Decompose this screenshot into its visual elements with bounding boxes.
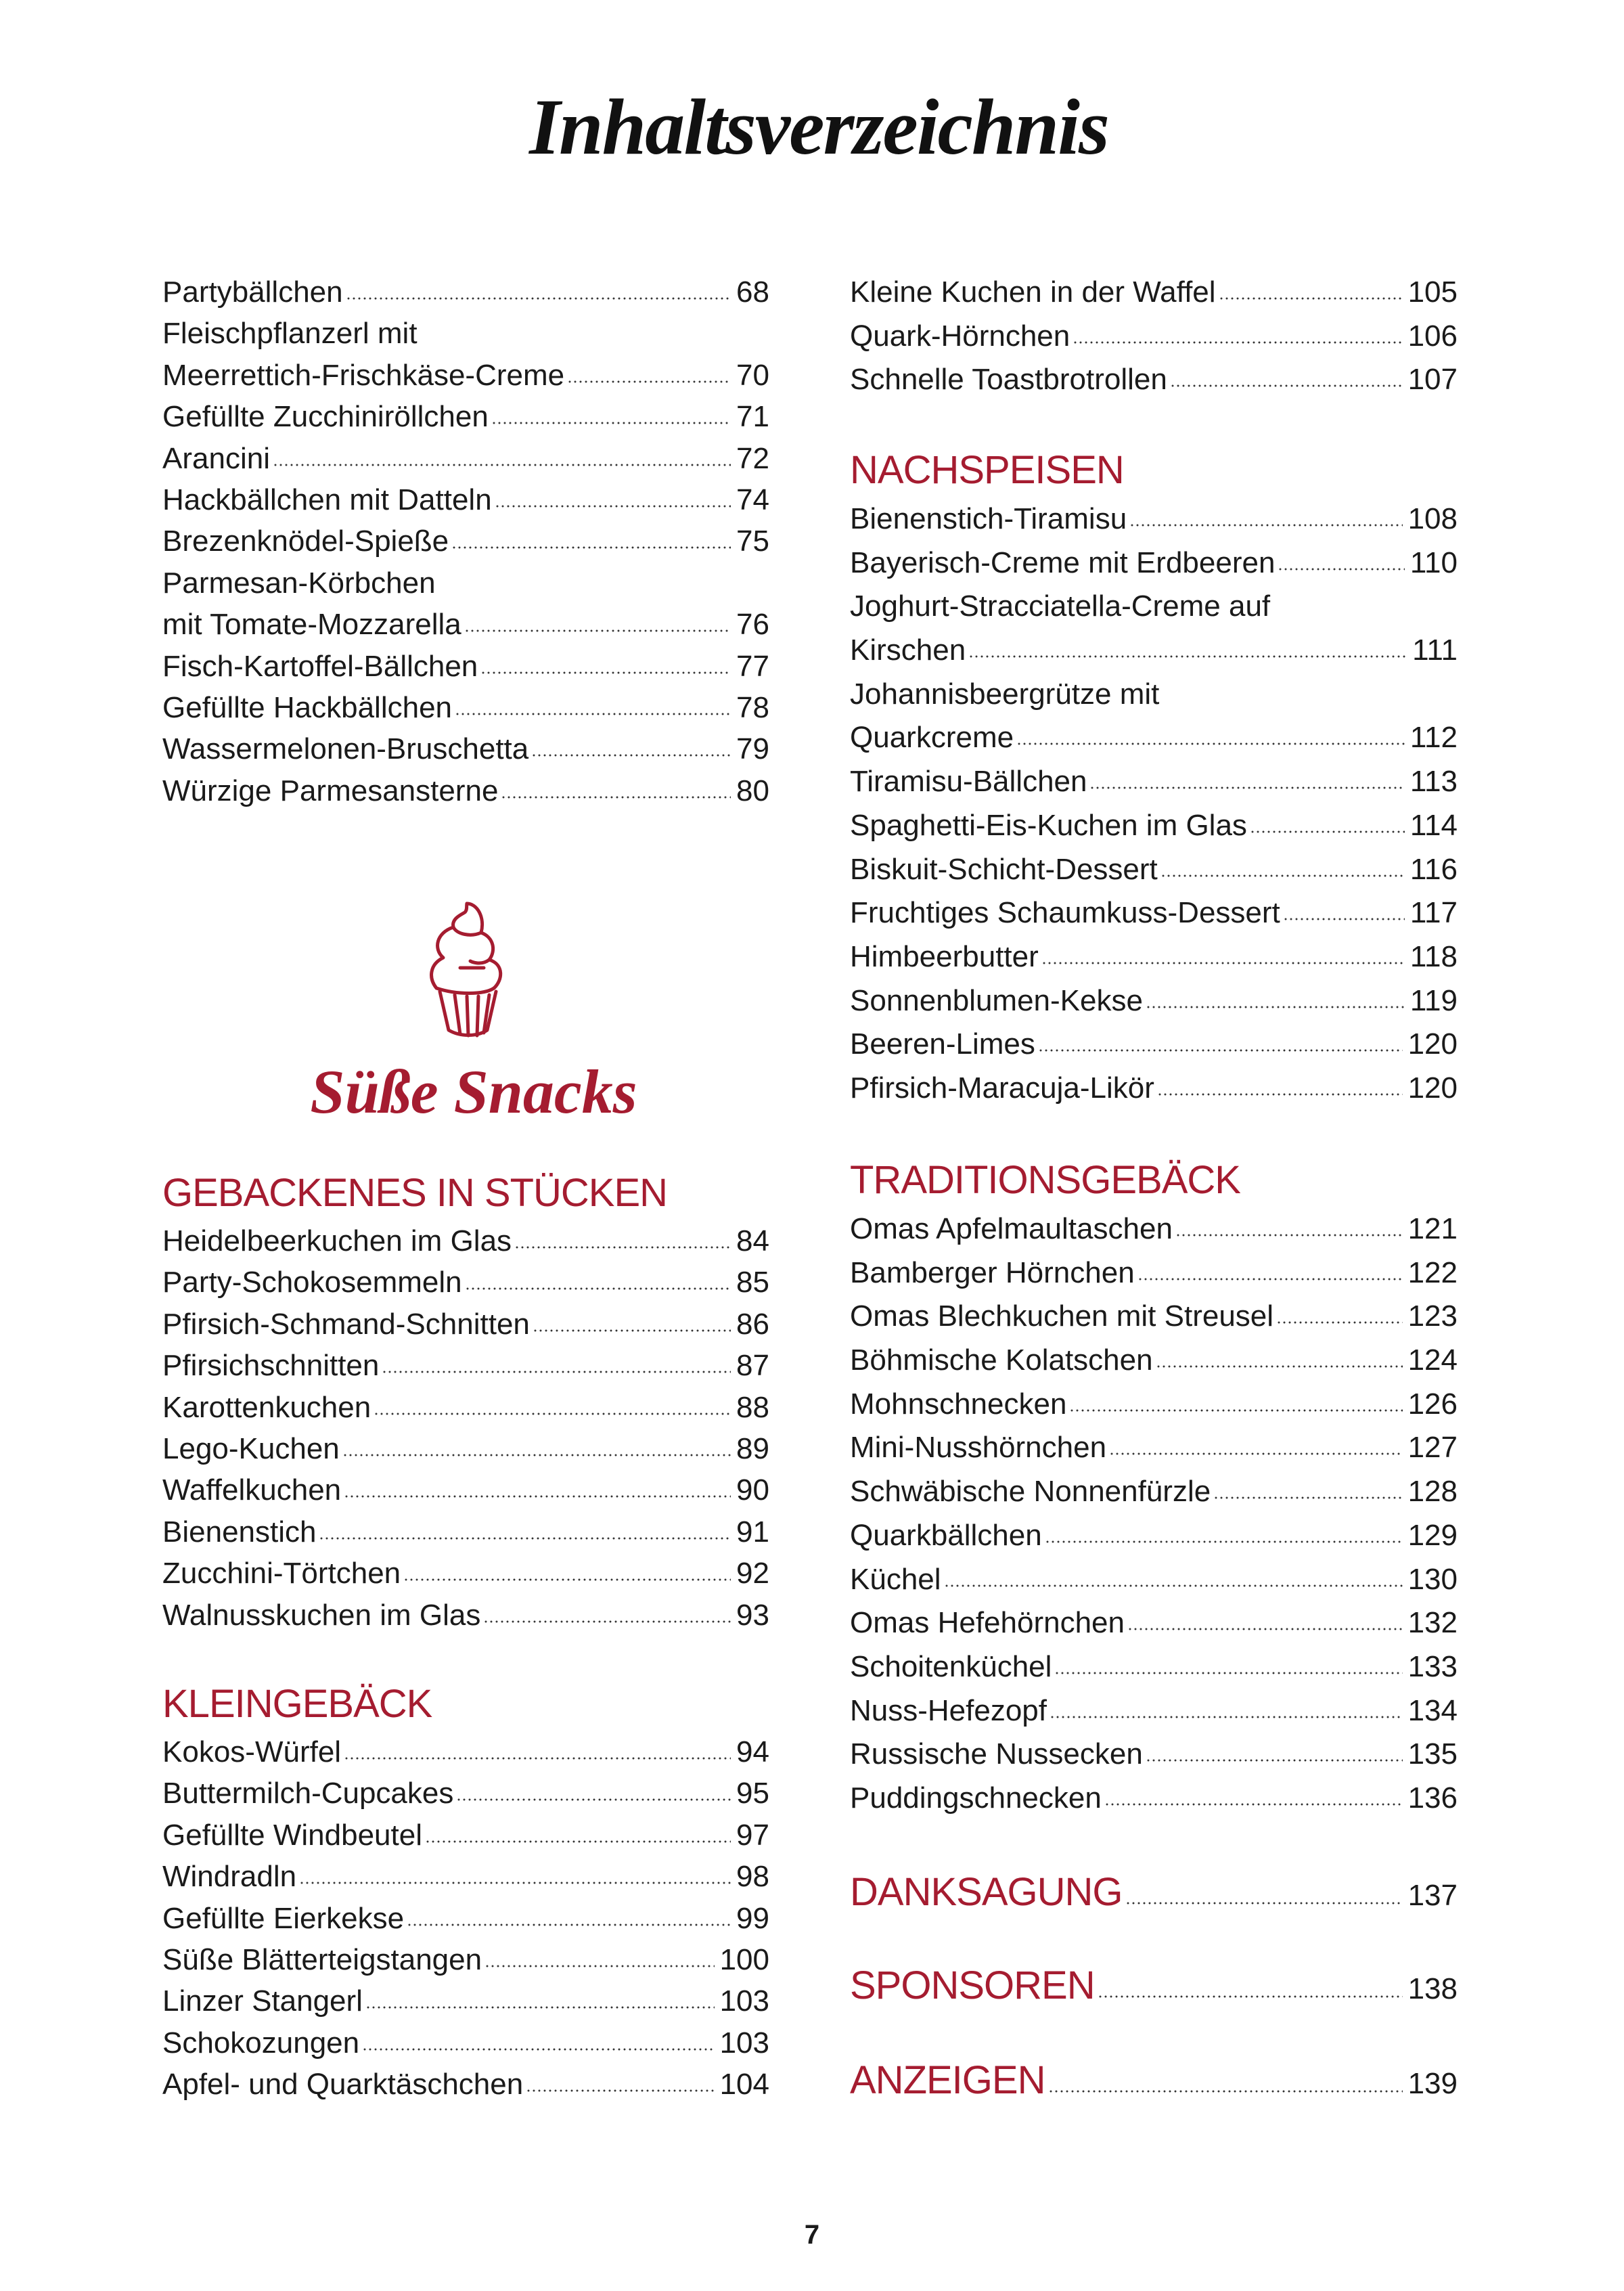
entry-title: Arancini [162, 441, 270, 475]
page-ref: 114 [1409, 808, 1458, 842]
section-heading: KLEINGEBÄCK [162, 1682, 432, 1726]
dot-leader [1073, 340, 1402, 344]
entry-list [162, 1731, 769, 2106]
toc-entry[interactable] [850, 716, 1458, 760]
entry-title: Linzer Stangerl [162, 1984, 363, 2018]
dot-leader [1098, 1995, 1403, 1999]
page-ref: 87 [736, 1349, 769, 1383]
dot-leader [1041, 961, 1405, 965]
dot-leader [1045, 1540, 1403, 1544]
entry-title: Pfirsich-Schmand-Schnitten [162, 1307, 530, 1341]
entry-title: Omas Hefehörnchen [850, 1606, 1125, 1640]
dot-leader [1156, 1364, 1403, 1369]
entry-title: Quark-Hörnchen [850, 319, 1070, 353]
entry-title: Wassermelonen-Bruschetta [162, 732, 529, 766]
dot-leader [455, 712, 731, 716]
toc-entry[interactable] [850, 1514, 1458, 1558]
section-traditionsgebaeck [850, 1153, 1458, 1821]
page-ref: 130 [1407, 1562, 1458, 1596]
dot-leader [1109, 1452, 1403, 1456]
toc-entry[interactable] [162, 355, 769, 396]
toc-entry[interactable] [850, 804, 1458, 848]
entry-title: Buttermilch-Cupcakes [162, 1777, 454, 1810]
toc-entry[interactable] [850, 1733, 1458, 1777]
entry-title: Bayerisch-Creme mit Erdbeeren [850, 546, 1276, 579]
entry-title: Böhmische Kolatschen [850, 1343, 1153, 1377]
entry-list [850, 497, 1458, 1111]
dot-leader [1016, 742, 1405, 746]
dot-leader [465, 1287, 731, 1291]
dot-leader [319, 1536, 731, 1540]
page-ref: 89 [736, 1431, 769, 1465]
entry-title: Würzige Parmesansterne [162, 774, 499, 807]
page-ref: 105 [1407, 275, 1458, 309]
entry-list [162, 1220, 769, 1636]
entry-title: Mohnschnecken [850, 1387, 1067, 1421]
toc-entry[interactable] [162, 1980, 769, 2022]
page-ref: 78 [736, 690, 769, 724]
page-ref: 106 [1407, 319, 1458, 353]
page-ref: 108 [1407, 502, 1458, 535]
entry-title: Lego-Kuchen [162, 1431, 340, 1465]
page-ref: 85 [736, 1266, 769, 1299]
entry-title: Bienenstich [162, 1515, 317, 1549]
entry-title: Mini-Nusshörnchen [850, 1431, 1107, 1465]
page-ref: 103 [719, 1984, 769, 2018]
toc-entry-line [850, 673, 1458, 717]
entry-title: Quarkbällchen [850, 1518, 1042, 1552]
entry-title: Brezenknödel-Spieße [162, 525, 449, 558]
toc-entry[interactable] [850, 935, 1458, 979]
page-ref: 116 [1409, 852, 1458, 886]
page-ref: 132 [1407, 1606, 1458, 1640]
toc-entry[interactable] [850, 1470, 1458, 1514]
entry-title: Zucchini-Törtchen [162, 1557, 401, 1591]
toc-entry-line [850, 585, 1458, 629]
toc-entry[interactable] [162, 770, 769, 811]
dot-leader [1038, 1048, 1403, 1052]
toc-entry[interactable] [850, 1207, 1458, 1251]
page-ref: 70 [736, 358, 769, 392]
page-ref: 79 [736, 732, 769, 766]
dot-leader [1157, 1092, 1403, 1096]
page-ref: 113 [1409, 765, 1458, 799]
entry-title: Tiramisu-Bällchen [850, 765, 1087, 799]
section-kleingebaeck [162, 1677, 769, 2106]
toc-entry[interactable] [850, 271, 1458, 315]
toc-entry[interactable] [162, 271, 769, 313]
entry-title: Biskuit-Schicht-Dessert [850, 852, 1158, 886]
toc-entry[interactable] [850, 1689, 1458, 1733]
page-ref: 110 [1409, 546, 1458, 579]
page-ref: 121 [1407, 1212, 1458, 1245]
page-ref: 104 [719, 2068, 769, 2101]
dot-leader [451, 546, 731, 550]
dot-leader [299, 1881, 731, 1885]
toc-entry[interactable] [162, 1815, 769, 1856]
dot-leader [1050, 1715, 1403, 1719]
dot-leader [531, 753, 731, 757]
toc-entry[interactable] [850, 979, 1458, 1023]
page-ref: 68 [736, 275, 769, 309]
toc-entry[interactable] [162, 2064, 769, 2105]
entry-title: Küchel [850, 1562, 941, 1596]
section-heading: DANKSAGUNG [850, 1870, 1123, 1914]
dot-leader [1069, 1408, 1402, 1413]
toc-entry[interactable] [162, 2022, 769, 2064]
page-ref: 99 [736, 1901, 769, 1935]
page-ref: 72 [736, 441, 769, 475]
toc-entry-line [162, 313, 769, 354]
toc-entry[interactable] [162, 1595, 769, 1636]
toc-entry[interactable] [850, 1777, 1458, 1821]
entry-title: Gefüllte Hackbällchen [162, 690, 453, 724]
entry-title: Kokos-Würfel [162, 1735, 342, 1769]
page-ref: 95 [736, 1777, 769, 1810]
dot-leader [1089, 786, 1404, 790]
page-ref: 88 [736, 1390, 769, 1424]
entry-title: Nuss-Hefezopf [850, 1693, 1047, 1727]
toc-entry[interactable] [162, 687, 769, 728]
toc-entry-line [162, 562, 769, 604]
page-ref: 77 [736, 649, 769, 683]
toc-entry[interactable] [162, 728, 769, 770]
dot-leader [1213, 1496, 1402, 1500]
toc-entry[interactable] [850, 1645, 1458, 1689]
toc-entry[interactable] [850, 760, 1458, 804]
page-ref: 74 [736, 483, 769, 516]
page-ref: 76 [736, 608, 769, 642]
section-heading: SPONSOREN [850, 1963, 1095, 2007]
page-ref: 98 [736, 1860, 769, 1894]
entry-title: Schoitenküchel [850, 1649, 1052, 1683]
entry-title: Schnelle Toastbrotrollen [850, 363, 1167, 397]
dot-leader [273, 463, 731, 467]
entry-title: Hackbällchen mit Datteln [162, 483, 492, 516]
dot-leader [1283, 917, 1405, 921]
page-ref: 91 [736, 1515, 769, 1549]
entry-title: mit Tomate-Mozzarella [162, 608, 461, 642]
dot-leader [362, 2047, 714, 2051]
page-ref: 136 [1407, 1781, 1458, 1815]
toc-entry[interactable] [162, 520, 769, 562]
page-ref: 134 [1407, 1693, 1458, 1727]
dot-leader [1104, 1802, 1403, 1806]
entry-list [850, 1207, 1458, 1821]
dot-leader [1129, 523, 1402, 527]
dot-leader [968, 654, 1407, 659]
entry-title: Partybällchen [162, 275, 343, 309]
entry-title: Kirschen [850, 633, 966, 667]
entry-title: Russische Nussecken [850, 1737, 1143, 1771]
page-ref: 139 [1407, 2067, 1458, 2100]
toc-entry[interactable] [850, 541, 1458, 585]
page-ref: 117 [1409, 896, 1458, 930]
left-intro-list [162, 271, 769, 811]
toc-entry[interactable] [850, 1339, 1458, 1383]
page-ref: 86 [736, 1307, 769, 1341]
toc-entry[interactable] [850, 315, 1458, 359]
entry-title: Gefüllte Eierkekse [162, 1901, 405, 1935]
dot-leader [344, 1756, 731, 1760]
toc-entry[interactable] [850, 1251, 1458, 1295]
dot-leader [1175, 1233, 1403, 1237]
dot-leader [484, 1964, 715, 1968]
entry-title: Spaghetti-Eis-Kuchen im Glas [850, 808, 1247, 842]
dot-leader [346, 296, 731, 301]
entry-title: Omas Apfelmaultaschen [850, 1212, 1173, 1245]
entry-title: Bienenstich-Tiramisu [850, 502, 1127, 535]
page-ref: 118 [1409, 939, 1458, 973]
entry-title: Beeren-Limes [850, 1027, 1035, 1061]
page-title: Inhaltsverzeichnis [529, 83, 1108, 171]
entry-title: Fisch-Kartoffel-Bällchen [162, 649, 478, 683]
entry-title: Karottenkuchen [162, 1390, 371, 1424]
toc-entry[interactable] [162, 1898, 769, 1939]
page-ref: 97 [736, 1818, 769, 1852]
entry-title: Puddingschnecken [850, 1781, 1102, 1815]
dot-leader [344, 1494, 731, 1498]
section-heading: ANZEIGEN [850, 2058, 1045, 2102]
page-ref: 128 [1407, 1475, 1458, 1509]
page-ref: 122 [1407, 1255, 1458, 1289]
entry-title: Apfel- und Quarktäschchen [162, 2068, 524, 2101]
dot-leader [1146, 1758, 1403, 1762]
dot-leader [1170, 384, 1403, 388]
toc-entry[interactable] [162, 1304, 769, 1345]
toc-entry[interactable] [850, 848, 1458, 892]
toc-entry[interactable] [162, 1220, 769, 1262]
page-ref: 71 [736, 400, 769, 434]
dot-leader [1160, 874, 1405, 878]
dot-leader [1250, 830, 1405, 834]
page-ref: 94 [736, 1735, 769, 1769]
page-ref: 111 [1412, 633, 1458, 667]
dot-leader [480, 671, 731, 675]
page-ref: 135 [1407, 1737, 1458, 1771]
dot-leader [456, 1798, 731, 1802]
dot-leader [1054, 1671, 1402, 1675]
toc-entry[interactable] [162, 1511, 769, 1553]
toc-entry[interactable] [850, 1383, 1458, 1427]
toc-entry[interactable] [850, 1601, 1458, 1645]
dot-leader [403, 1578, 731, 1582]
entry-title: Kleine Kuchen in der Waffel [850, 275, 1216, 309]
entry-title: Gefüllte Zucchiniröllchen [162, 400, 489, 434]
entry-title: Himbeerbutter [850, 939, 1039, 973]
chapter-title: Süße Snacks [310, 1057, 637, 1126]
page-ref: 75 [736, 525, 769, 558]
section-sponsoren[interactable] [850, 1963, 1458, 2008]
entry-title: Johannisbeergrütze mit [850, 677, 1160, 711]
dot-leader [1276, 1320, 1403, 1325]
dot-leader [365, 2005, 715, 2009]
toc-entry[interactable] [162, 1773, 769, 1814]
dot-leader [1127, 1627, 1403, 1631]
toc-entry[interactable] [162, 479, 769, 520]
page-ref: 123 [1407, 1299, 1458, 1333]
entry-title: Pfirsichschnitten [162, 1349, 380, 1383]
dot-leader [491, 421, 731, 425]
page-ref: 129 [1407, 1518, 1458, 1552]
toc-entry[interactable] [850, 1067, 1458, 1111]
toc-entry[interactable] [162, 1345, 769, 1386]
entry-title: Walnusskuchen im Glas [162, 1598, 481, 1632]
dot-leader [1219, 296, 1403, 301]
dot-leader [407, 1923, 731, 1927]
dot-leader [533, 1329, 731, 1333]
entry-title: Schokozungen [162, 2026, 360, 2060]
entry-title: Heidelbeerkuchen im Glas [162, 1224, 512, 1258]
page-ref: 120 [1407, 1071, 1458, 1105]
dot-leader [483, 1620, 731, 1624]
page-ref: 90 [736, 1473, 769, 1507]
page-ref: 93 [736, 1598, 769, 1632]
dot-leader [1048, 2089, 1403, 2093]
page-ref: 119 [1409, 983, 1458, 1017]
dot-leader [464, 629, 731, 633]
toc-entry[interactable] [850, 1426, 1458, 1470]
toc-entry[interactable] [850, 1023, 1458, 1067]
page-ref: 80 [736, 774, 769, 807]
entry-title: Waffelkuchen [162, 1473, 342, 1507]
section-nachspeisen [850, 443, 1458, 1111]
section-heading: GEBACKENES IN STÜCKEN [162, 1171, 668, 1215]
toc-entry[interactable] [850, 358, 1458, 402]
section-heading: NACHSPEISEN [850, 448, 1124, 492]
dot-leader [425, 1840, 731, 1844]
toc-entry[interactable] [162, 604, 769, 645]
toc-entry[interactable] [162, 1469, 769, 1511]
page-ref: 120 [1407, 1027, 1458, 1061]
dot-leader [1137, 1277, 1403, 1281]
toc-entry[interactable] [850, 1295, 1458, 1339]
page-ref: 103 [719, 2026, 769, 2060]
page-ref: 100 [719, 1942, 769, 1976]
toc-entry[interactable] [162, 1387, 769, 1428]
page-number: 7 [804, 2220, 820, 2250]
toc-entry[interactable] [162, 1262, 769, 1303]
toc-entry[interactable] [162, 1856, 769, 1897]
cupcake-icon [423, 900, 524, 1039]
page-ref: 133 [1407, 1649, 1458, 1683]
toc-entry[interactable] [850, 891, 1458, 935]
dot-leader [526, 2089, 714, 2093]
page-ref: 107 [1407, 363, 1458, 397]
page-ref: 112 [1409, 721, 1458, 755]
right-intro-list [850, 271, 1458, 402]
entry-title: Gefüllte Windbeutel [162, 1818, 422, 1852]
entry-title: Schwäbische Nonnenfürzle [850, 1475, 1211, 1509]
entry-title: Fleischpflanzerl mit [162, 317, 418, 351]
page-ref: 127 [1407, 1431, 1458, 1465]
entry-title: Joghurt-Stracciatella-Creme auf [850, 590, 1271, 623]
dot-leader [501, 795, 731, 799]
dot-leader [1125, 1901, 1403, 1905]
entry-title: Süße Blätterteigstangen [162, 1942, 482, 1976]
toc-entry[interactable] [850, 497, 1458, 541]
section-gebackenes [162, 1166, 769, 1636]
entry-title: Omas Blechkuchen mit Streusel [850, 1299, 1274, 1333]
page-ref: 84 [736, 1224, 769, 1258]
page-ref: 92 [736, 1557, 769, 1591]
section-anzeigen[interactable] [850, 2058, 1458, 2103]
entry-title: Sonnenblumen-Kekse [850, 983, 1143, 1017]
entry-title: Bamberger Hörnchen [850, 1255, 1135, 1289]
entry-title: Windradln [162, 1860, 297, 1894]
dot-leader [567, 380, 731, 384]
entry-title: Fruchtiges Schaumkuss-Dessert [850, 896, 1280, 930]
dot-leader [514, 1245, 731, 1249]
section-danksagung[interactable] [850, 1869, 1458, 1915]
toc-entry[interactable] [162, 646, 769, 687]
page-ref: 126 [1407, 1387, 1458, 1421]
dot-leader [382, 1370, 731, 1374]
toc-entry[interactable] [850, 1558, 1458, 1602]
dot-leader [1146, 1005, 1405, 1009]
page-ref: 138 [1407, 1972, 1458, 2005]
toc-entry[interactable] [162, 396, 769, 437]
toc-entry[interactable] [162, 438, 769, 479]
dot-leader [342, 1453, 731, 1457]
entry-title: Meerrettich-Frischkäse-Creme [162, 358, 565, 392]
entry-title: Party-Schokosemmeln [162, 1266, 462, 1299]
toc-entry[interactable] [162, 1731, 769, 1773]
toc-entry[interactable] [162, 1939, 769, 1980]
toc-entry[interactable] [850, 629, 1458, 673]
toc-entry[interactable] [162, 1553, 769, 1594]
dot-leader [374, 1412, 731, 1416]
entry-title: Quarkcreme [850, 721, 1014, 755]
dot-leader [1278, 567, 1404, 571]
entry-title: Pfirsich-Maracuja-Likör [850, 1071, 1154, 1105]
page-ref: 137 [1407, 1879, 1458, 1912]
entry-title: Parmesan-Körbchen [162, 566, 436, 600]
section-heading: TRADITIONSGEBÄCK [850, 1158, 1240, 1202]
toc-entry[interactable] [162, 1428, 769, 1469]
page-ref: 124 [1407, 1343, 1458, 1377]
dot-leader [944, 1584, 1403, 1588]
dot-leader [495, 504, 731, 508]
